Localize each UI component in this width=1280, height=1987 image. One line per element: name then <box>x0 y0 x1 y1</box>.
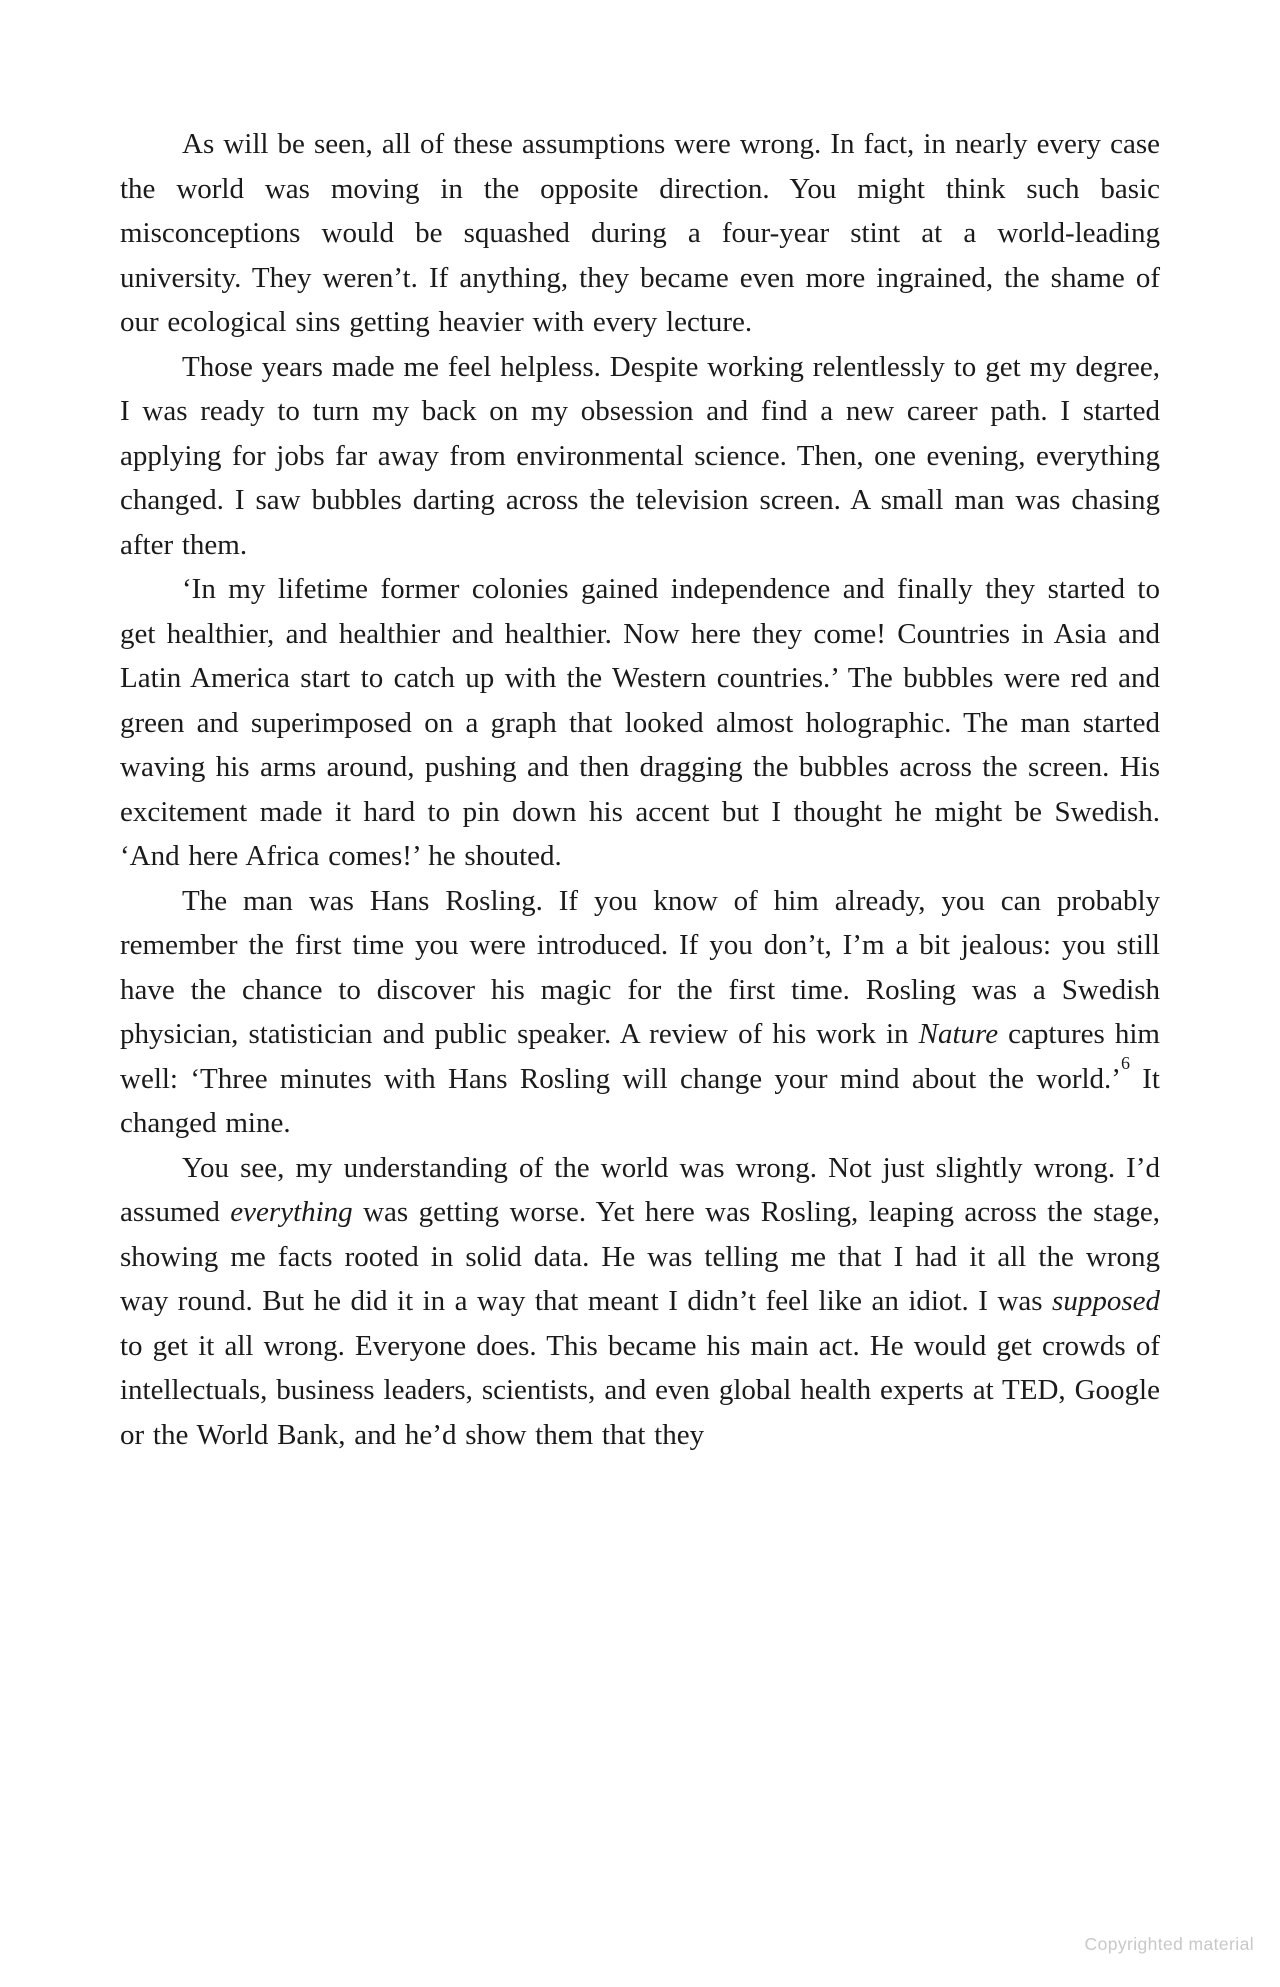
body-text: It changed mine. <box>120 1062 1160 1139</box>
body-text: ‘In my lifetime former colonies gained independence and finally they started to get healthier, and healthier and healthier. Now here they come! Countries in Asia and Latin America start to catch up with the Western countries.’ The bubbles were red and green and superimposed on a graph that looked almost holographic. The man started waving his arms around, pushing and then dragging the bubbles across the screen. His excitement made it hard to pin down his accent but I thought he might be Swedish. ‘And here Africa comes!’ he shouted. <box>120 573 1160 872</box>
body-text: You see, my understanding of the world was wrong. Not just slightly wrong. I’d assumed <box>120 1151 1160 1228</box>
italic-text: Nature <box>918 1018 999 1050</box>
page-text <box>120 122 1160 1457</box>
paragraph <box>120 567 1160 879</box>
paragraph <box>120 345 1160 568</box>
body-text: The man was Hans Rosling. If you know of him already, you can probably remember the first time you were introduced. If you don’t, I’m a bit jealous: you still have the chance to discover his magic for the first time. Rosling was a Swedish physician, statistician and public speaker. A review of his work in <box>120 884 1160 1050</box>
body-text: was getting worse. Yet here was Rosling, leaping across the stage, showing me facts rooted in solid data. He was telling me that I had it all the wrong way round. But he did it in a way that meant I didn’t feel like an idiot. I was <box>120 1196 1160 1317</box>
body-text: captures him well: ‘Three minutes with Hans Rosling will change your mind about the world.’ <box>120 1018 1160 1095</box>
paragraph <box>120 879 1160 1146</box>
body-text: As will be seen, all of these assumptions were wrong. In fact, in nearly every case the world was moving in the opposite direction. You might think such basic misconceptions would be squashed during a four-year stint at a world-leading university. They weren’t. If anything, they became even more ingrained, the shame of our ecological sins getting heavier with every lecture. <box>120 128 1160 338</box>
copyright-watermark: Copyrighted material <box>1084 1934 1254 1954</box>
footnote-marker: 6 <box>1120 1052 1130 1073</box>
paragraph <box>120 1146 1160 1458</box>
italic-text: supposed <box>1052 1285 1160 1317</box>
paragraph <box>120 122 1160 345</box>
italic-text: everything <box>230 1196 353 1228</box>
body-text: to get it all wrong. Everyone does. This became his main act. He would get crowds of intellectuals, business leaders, scientists, and even global health experts at TED, Google or the World Bank, and he’d show them that they <box>120 1329 1160 1451</box>
body-text: Those years made me feel helpless. Despite working relentlessly to get my degree, I was ready to turn my back on my obsession and find a new career path. I started applying for jobs far away from environmental science. Then, one evening, everything changed. I saw bubbles darting across the television screen. A small man was chasing after them. <box>120 350 1160 561</box>
